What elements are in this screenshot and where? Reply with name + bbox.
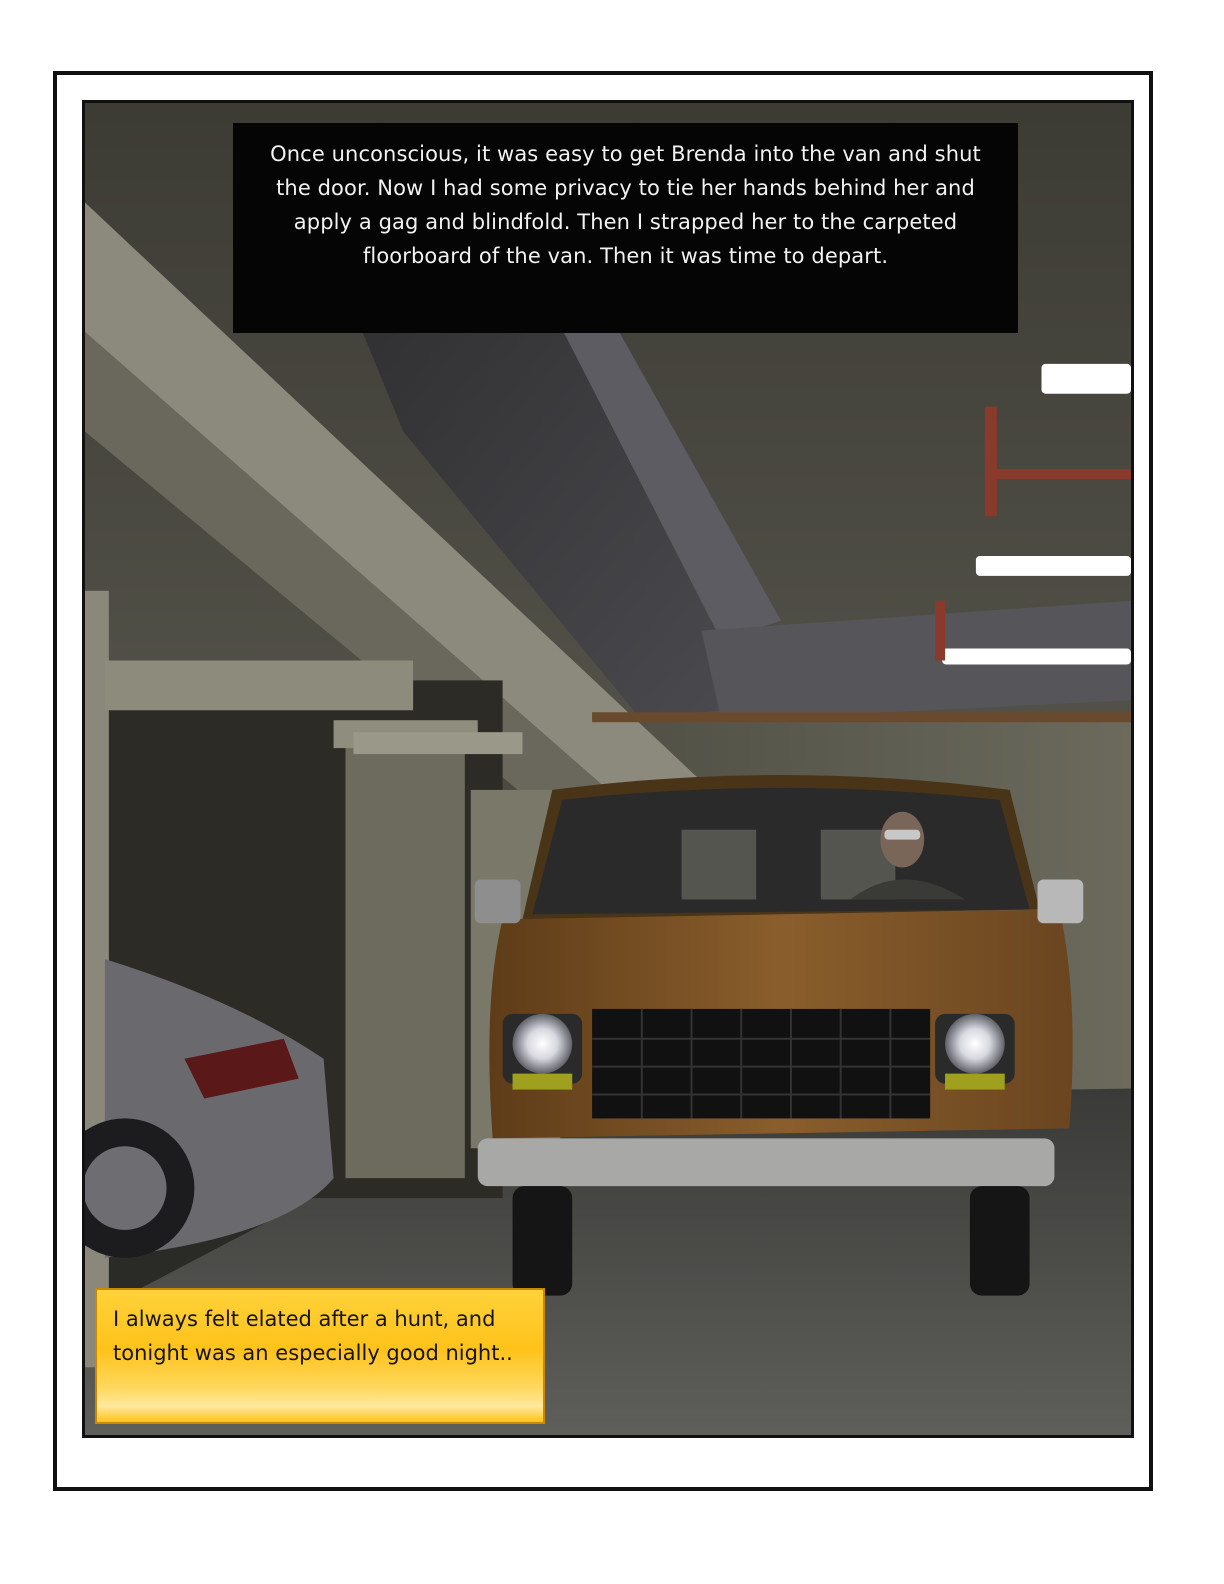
parked-car-rim (85, 1146, 167, 1230)
pillar-right-cap (353, 732, 522, 754)
beam-cap-lower (105, 660, 413, 710)
mirror-left (475, 880, 521, 924)
caption-bottom-line-2: tonight was an especially good night.. (113, 1341, 513, 1365)
caption-top-line-4: floorboard of the van. Then it was time to depart. (362, 244, 889, 268)
mirror-right (1038, 880, 1084, 924)
driver-sunglasses (884, 830, 920, 840)
turn-signal-left (513, 1074, 573, 1090)
turn-signal-right (945, 1074, 1005, 1090)
caption-top-line-3: apply a gag and blindfold. Then I strapped her to the carpeted (293, 210, 958, 234)
rust-pipe-horizontal (592, 712, 1131, 722)
caption-top-line-2: the door. Now I had some privacy to tie her hands behind her and (276, 176, 975, 200)
van-rear-window-left (682, 830, 757, 900)
caption-bottom-line-1: I always felt elated after a hunt, and (113, 1307, 496, 1331)
red-pipe-vertical (985, 407, 997, 517)
ceiling-light-1 (1042, 364, 1131, 394)
van-wheel-left (513, 1186, 573, 1296)
headlight-left (513, 1014, 573, 1074)
caption-top-line-1: Once unconscious, it was easy to get Brenda into the van and shut (270, 142, 981, 166)
ceiling-light-3 (942, 649, 1131, 665)
ceiling-light-2 (976, 556, 1131, 576)
caption-box-bottom (95, 1288, 545, 1424)
headlight-right (945, 1014, 1005, 1074)
van-bumper (478, 1138, 1055, 1186)
red-pipe-horizontal (985, 469, 1131, 479)
van-wheel-right (970, 1186, 1030, 1296)
caption-box-top (233, 123, 1018, 333)
pillar-middle (346, 740, 465, 1178)
red-pipe-small (935, 601, 945, 661)
